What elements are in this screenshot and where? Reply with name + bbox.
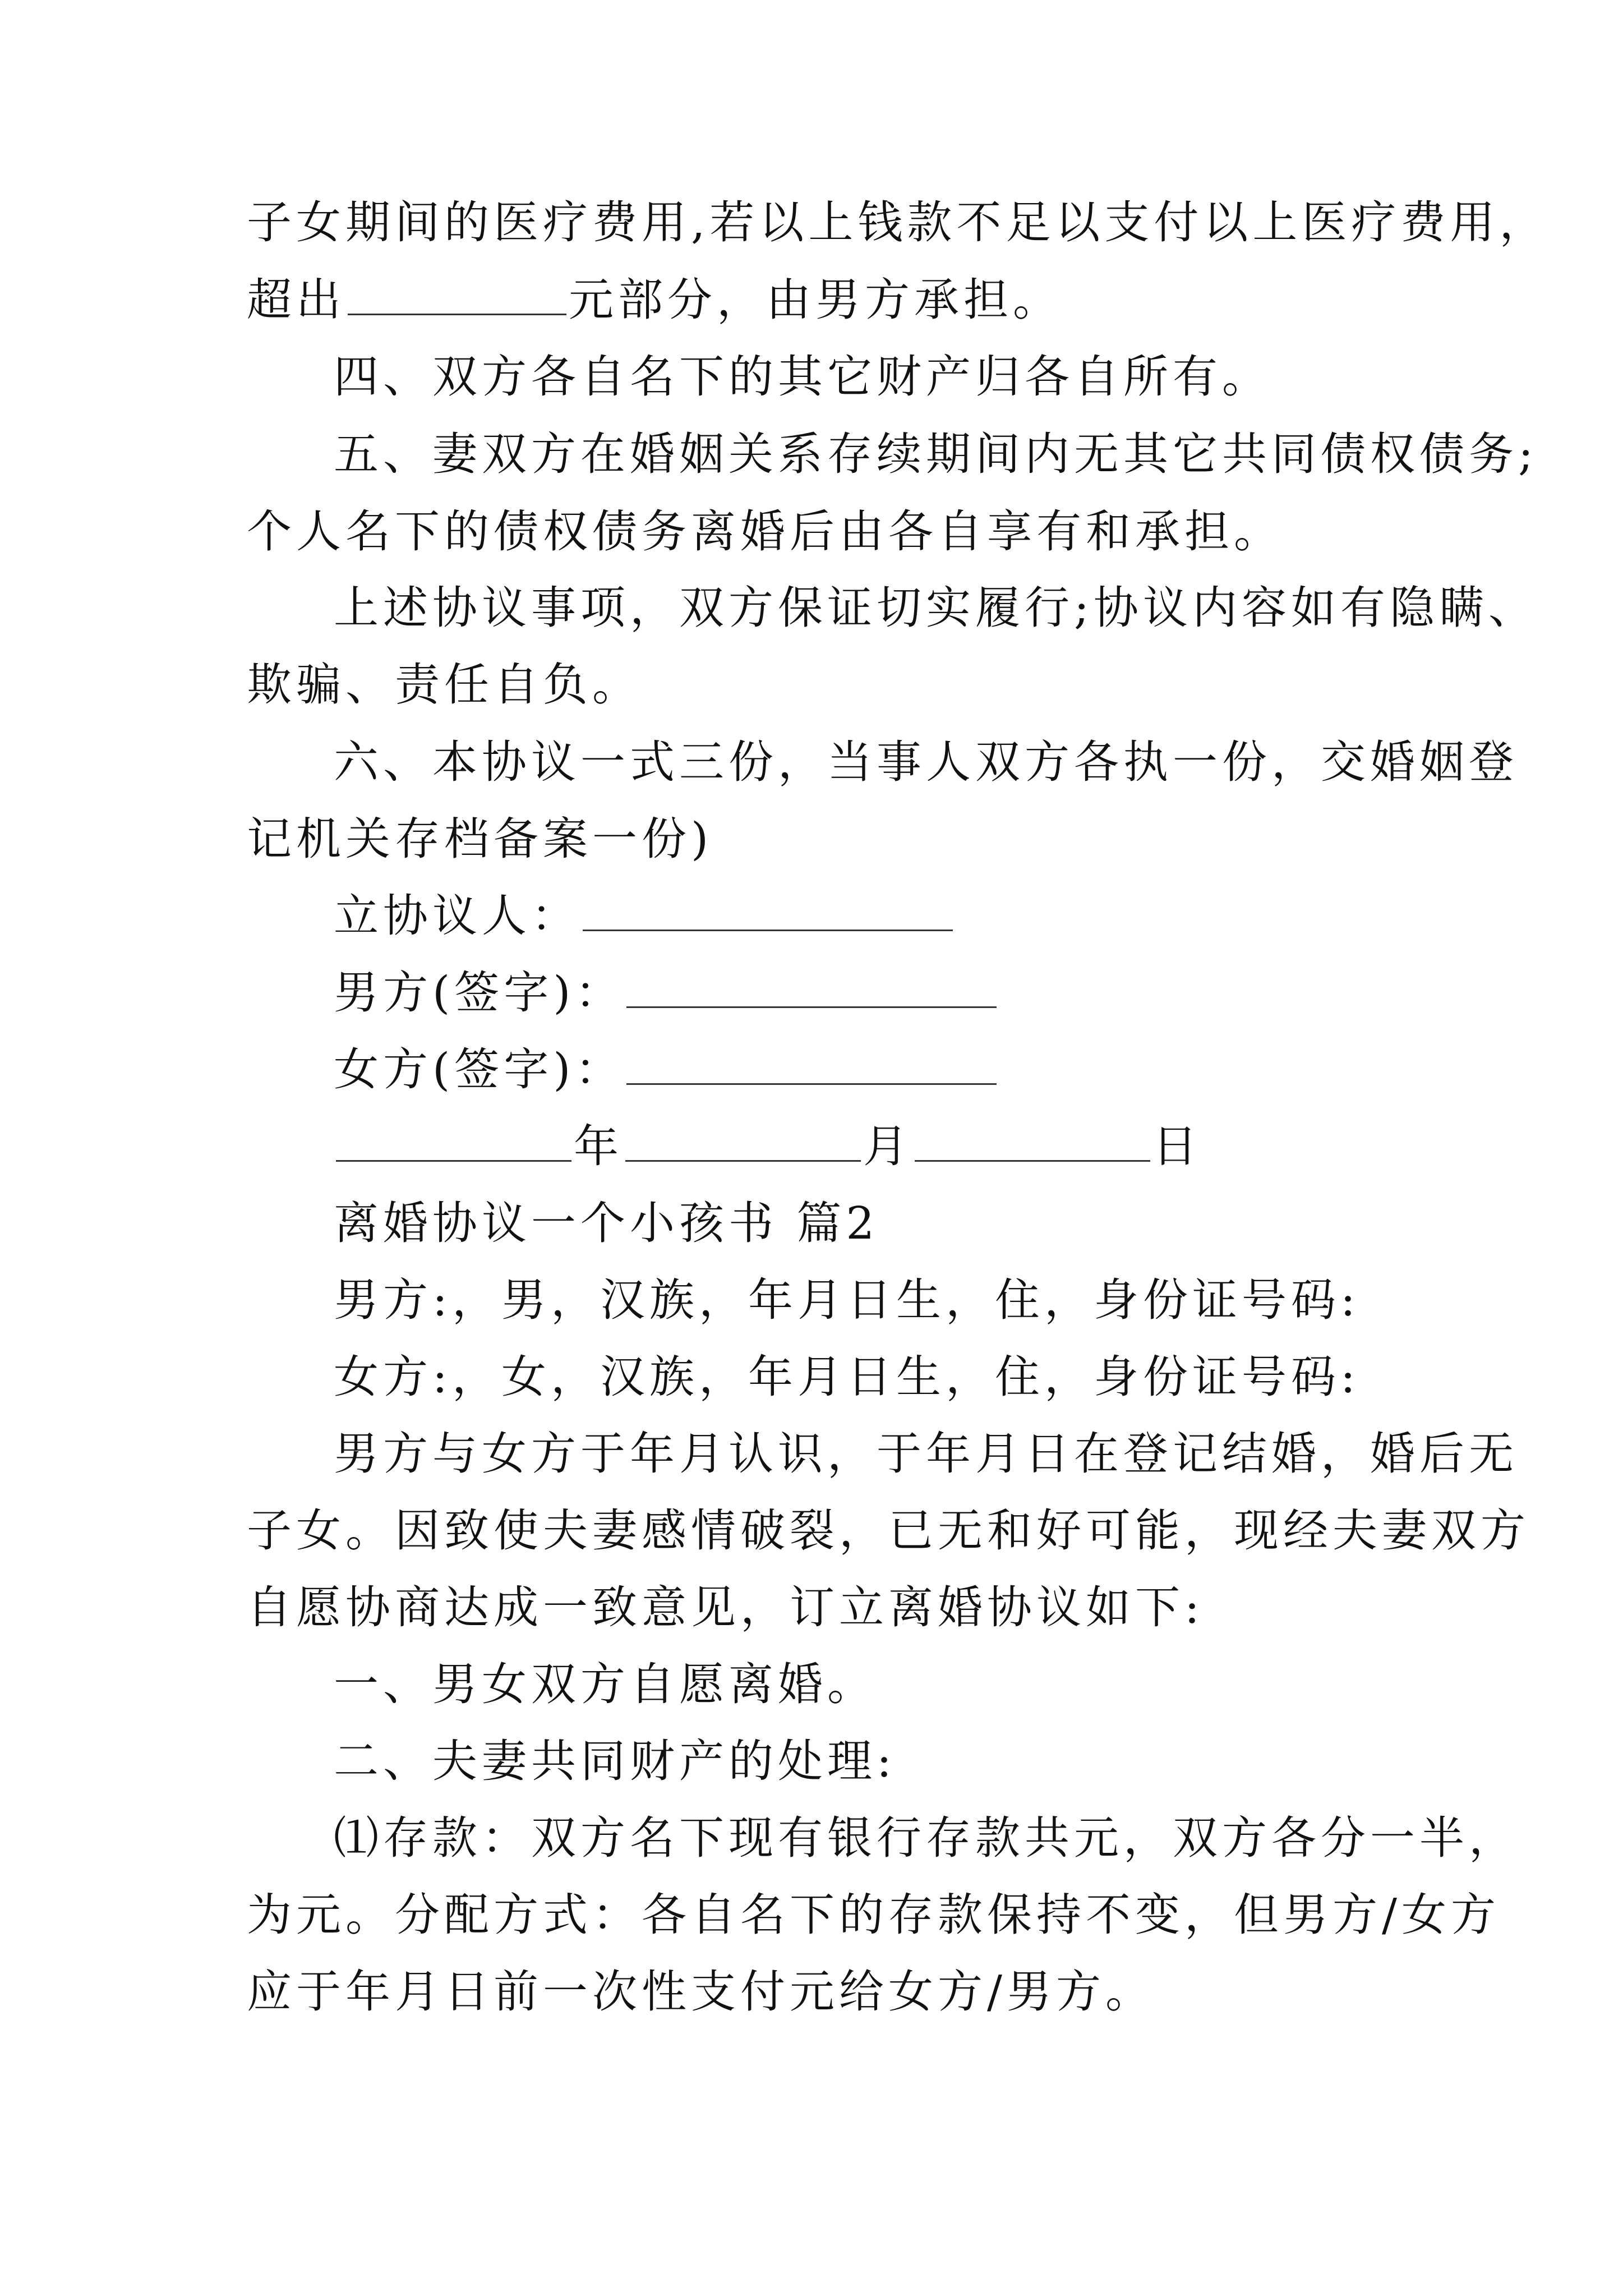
date-unit: 月	[863, 1120, 912, 1172]
field-label: 男方(签字)：	[334, 967, 625, 1019]
text-line: 六、本协议一式三份，当事人双方各执一份，交婚姻登	[334, 736, 1518, 788]
amount-blank	[348, 275, 566, 315]
section-heading: 离婚协议一个小孩书 篇2	[334, 1197, 879, 1249]
text-line: 为元。分配方式：各自名下的存款保持不变，但男方/女方	[247, 1889, 1500, 1941]
date-unit: 日	[1152, 1120, 1202, 1172]
signature-line	[334, 965, 999, 1021]
text-line: 二、夫妻共同财产的处理:	[334, 1735, 896, 1787]
text-line: 记机关存档备案一份)	[247, 813, 713, 865]
text-line: 应于年月日前一次性支付元给女方/男方。	[247, 1966, 1155, 2018]
signature-line	[334, 888, 955, 944]
text-line	[247, 272, 1062, 328]
signature-blank	[626, 1045, 997, 1085]
text-line: 个人名下的债权债务离婚后由各自享有和承担。	[247, 505, 1283, 558]
text-line: 子女期间的医疗费用,若以上钱款不足以支付以上医疗费用，	[247, 196, 1549, 249]
text-line: 上述协议事项，双方保证切实履行;协议内容如有隐瞒、	[334, 582, 1538, 634]
date-line	[334, 1119, 1202, 1175]
date-blank	[336, 1122, 571, 1162]
text-line: 四、双方各自名下的其它财产归各自所有。	[334, 351, 1271, 403]
signature-line	[334, 1042, 999, 1098]
text-line: 五、妻双方在婚姻关系存续期间内无其它共同债权债务;	[334, 428, 1538, 480]
text-line: 子女。因致使夫妻感情破裂，已无和好可能，现经夫妻双方	[247, 1504, 1530, 1557]
date-blank	[915, 1122, 1150, 1162]
text-line: 男方:，男，汉族，年月日生，住，身份证号码:	[334, 1274, 1360, 1326]
text-line: ⑴存款：双方名下现有银行存款共元，双方各分一半，	[334, 1812, 1518, 1864]
text-line: 自愿协商达成一致意见，订立离婚协议如下:	[247, 1581, 1204, 1634]
field-label: 立协议人：	[334, 890, 580, 942]
text-line: 男方与女方于年月认识，于年月日在登记结婚，婚后无	[334, 1428, 1518, 1480]
text-segment: 元部分，由男方承担。	[569, 274, 1062, 326]
date-unit: 年	[574, 1120, 623, 1172]
text-line: 一、男女双方自愿离婚。	[334, 1658, 877, 1710]
text-line: 女方:，女，汉族，年月日生，住，身份证号码:	[334, 1351, 1360, 1403]
text-segment: 超出	[247, 274, 345, 326]
signature-blank	[626, 968, 997, 1008]
field-label: 女方(签字)：	[334, 1043, 625, 1096]
date-blank	[625, 1122, 861, 1162]
text-line: 欺骗、责任自负。	[247, 659, 642, 711]
signature-blank	[583, 891, 953, 931]
